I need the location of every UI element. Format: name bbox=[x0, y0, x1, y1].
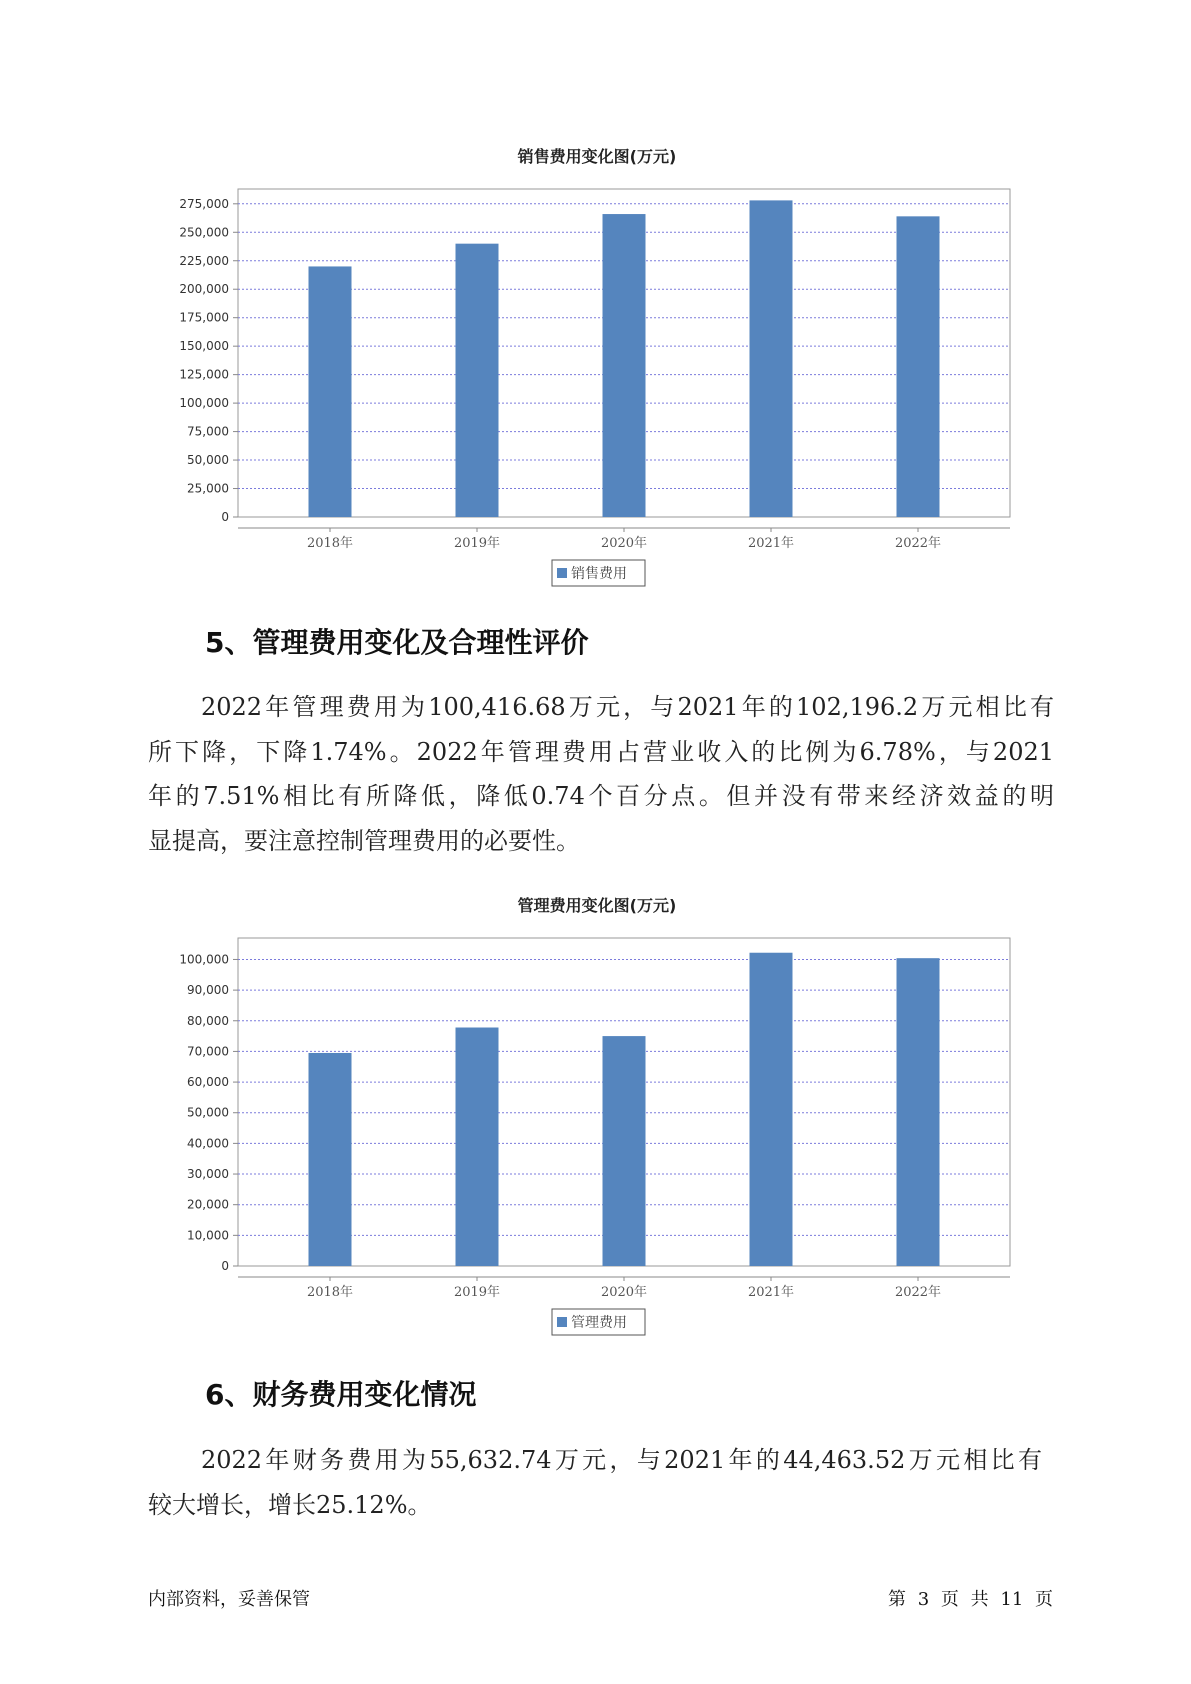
page-number: 第 3 页 共 11 页 bbox=[888, 1589, 1053, 1610]
x-tick-label: 2018年 bbox=[306, 1285, 354, 1300]
bar-2021 bbox=[750, 200, 793, 517]
x-tick-label: 2020年 bbox=[600, 536, 648, 551]
y-tick-label: 60,000 bbox=[187, 1075, 229, 1090]
y-tick-label: 100,000 bbox=[179, 396, 229, 411]
y-tick-label: 30,000 bbox=[187, 1167, 229, 1182]
paragraph-line: 年的7.51%相比有所降低，降低0.74个百分点。但并没有带来经济效益的明 bbox=[148, 782, 1054, 810]
y-tick-label: 0 bbox=[221, 510, 229, 524]
bar-2018 bbox=[309, 266, 352, 517]
legend-swatch bbox=[557, 568, 567, 578]
legend-label: 销售费用 bbox=[571, 566, 627, 582]
y-tick-label: 250,000 bbox=[179, 225, 229, 240]
x-tick-label: 2018年 bbox=[306, 536, 354, 551]
paragraph-line: 显提高，要注意控制管理费用的必要性。 bbox=[148, 826, 580, 855]
x-tick-label: 2020年 bbox=[600, 1285, 648, 1300]
x-tick-label: 2021年 bbox=[747, 1285, 795, 1300]
x-tick-label: 2022年 bbox=[894, 536, 942, 551]
x-tick-label: 2021年 bbox=[747, 536, 795, 551]
x-tick-label: 2019年 bbox=[453, 1285, 501, 1300]
y-tick-label: 25,000 bbox=[187, 481, 229, 496]
legend-swatch bbox=[557, 1317, 567, 1327]
y-tick-label: 40,000 bbox=[187, 1136, 229, 1151]
x-tick-label: 2022年 bbox=[894, 1285, 942, 1300]
x-tick-label: 2019年 bbox=[453, 536, 501, 551]
y-tick-label: 100,000 bbox=[179, 952, 229, 967]
y-tick-label: 0 bbox=[221, 1259, 229, 1273]
bar-2022 bbox=[897, 958, 940, 1266]
bar-2020 bbox=[603, 1036, 646, 1266]
bar-2020 bbox=[603, 214, 646, 517]
paragraph-line: 2022年管理费用为100,416.68万元，与2021年的102,196.2万元相比有 bbox=[201, 693, 1054, 721]
y-tick-label: 150,000 bbox=[179, 339, 229, 354]
paragraph-line: 2022年财务费用为55,632.74万元，与2021年的44,463.52万元相比有 bbox=[201, 1446, 1042, 1474]
y-tick-label: 90,000 bbox=[187, 983, 229, 998]
section-6-paragraph bbox=[148, 1438, 1042, 1527]
bar-2019 bbox=[456, 1028, 499, 1266]
y-tick-label: 175,000 bbox=[179, 310, 229, 325]
section-5-heading: 5、管理费用变化及合理性评价 bbox=[205, 626, 589, 659]
y-tick-label: 50,000 bbox=[187, 1105, 229, 1120]
y-tick-label: 80,000 bbox=[187, 1013, 229, 1028]
chart-title: 销售费用变化图(万元) bbox=[517, 147, 677, 166]
bar-2022 bbox=[897, 216, 940, 517]
sales-expense-chart bbox=[0, 131, 1191, 601]
y-tick-label: 75,000 bbox=[187, 424, 229, 439]
bar-2018 bbox=[309, 1053, 352, 1266]
chart-title: 管理费用变化图(万元) bbox=[517, 896, 677, 915]
bar-2019 bbox=[456, 244, 499, 517]
section-6-heading: 6、财务费用变化情况 bbox=[205, 1378, 477, 1411]
section-5-paragraph bbox=[148, 685, 1054, 863]
chart-legend bbox=[552, 560, 645, 586]
y-tick-label: 125,000 bbox=[179, 367, 229, 382]
management-expense-chart bbox=[0, 880, 1191, 1350]
y-tick-label: 50,000 bbox=[187, 453, 229, 468]
y-tick-label: 225,000 bbox=[179, 253, 229, 268]
legend-label: 管理费用 bbox=[571, 1315, 627, 1331]
y-tick-label: 200,000 bbox=[179, 282, 229, 297]
paragraph-line: 较大增长，增长25.12%。 bbox=[148, 1490, 432, 1519]
y-tick-label: 275,000 bbox=[179, 196, 229, 211]
y-tick-label: 20,000 bbox=[187, 1197, 229, 1212]
bar-2021 bbox=[750, 953, 793, 1266]
paragraph-line: 所下降，下降1.74%。2022年管理费用占营业收入的比例为6.78%，与2021 bbox=[148, 737, 1054, 766]
chart-legend bbox=[552, 1309, 645, 1335]
y-tick-label: 70,000 bbox=[187, 1044, 229, 1059]
y-tick-label: 10,000 bbox=[187, 1228, 229, 1243]
confidential-notice: 内部资料，妥善保管 bbox=[148, 1589, 310, 1610]
